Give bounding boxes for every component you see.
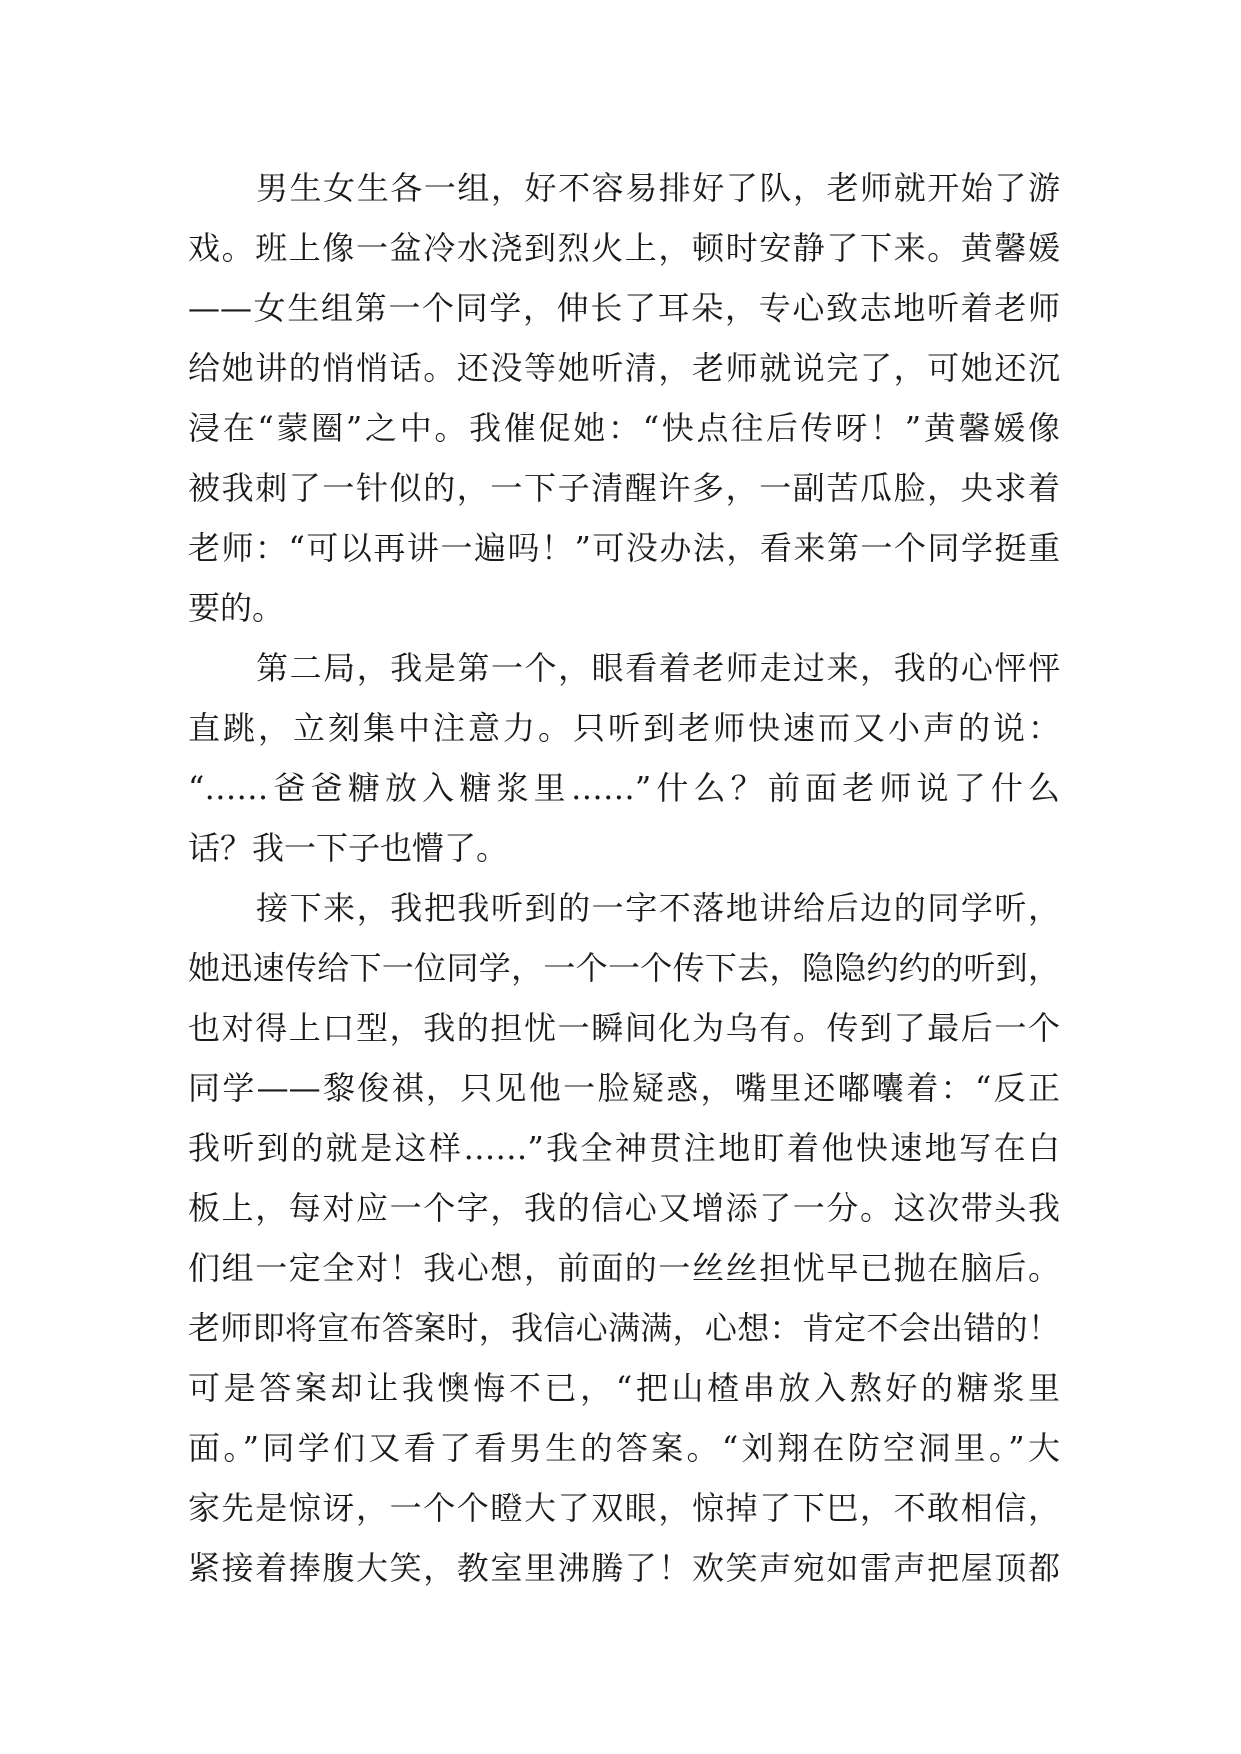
- text-line: 戏。班上像一盆冷水浇到烈火上，顿时安静了下来。黄馨媛: [188, 229, 1060, 267]
- text-line: 要的。: [188, 589, 285, 627]
- text-line: 她迅速传给下一位同学，一个一个传下去，隐隐约约的听到，: [188, 949, 1060, 987]
- text-line: 接下来，我把我听到的一字不落地讲给后边的同学听，: [256, 889, 1060, 927]
- text-line: 可是答案却让我懊悔不已，“把山楂串放入熬好的糖浆里: [188, 1369, 1060, 1407]
- text-line: 我听到的就是这样……”我全神贯注地盯着他快速地写在白: [188, 1129, 1060, 1167]
- text-line: 老师：“可以再讲一遍吗！”可没办法，看来第一个同学挺重: [188, 529, 1060, 567]
- text-line: 板上，每对应一个字，我的信心又增添了一分。这次带头我: [188, 1189, 1060, 1227]
- text-line: 第二局，我是第一个，眼看着老师走过来，我的心怦怦: [256, 649, 1060, 687]
- text-line: 被我刺了一针似的，一下子清醒许多，一副苦瓜脸，央求着: [188, 469, 1060, 507]
- paragraph: [188, 158, 1060, 638]
- text-line: ——女生组第一个同学，伸长了耳朵，专心致志地听着老师: [188, 289, 1060, 327]
- text-line: 同学——黎俊祺，只见他一脸疑惑，嘴里还嘟囔着：“反正: [188, 1069, 1060, 1107]
- text-line: 紧接着捧腹大笑，教室里沸腾了！欢笑声宛如雷声把屋顶都: [188, 1549, 1060, 1587]
- text-line: 男生女生各一组，好不容易排好了队，老师就开始了游: [256, 169, 1060, 207]
- text-line: 面。”同学们又看了看男生的答案。“刘翔在防空洞里。”大: [188, 1429, 1060, 1467]
- text-line: 直跳，立刻集中注意力。只听到老师快速而又小声的说：: [188, 709, 1060, 747]
- paragraph: [188, 638, 1060, 878]
- paragraph: [188, 878, 1060, 1598]
- text-line: 家先是惊讶，一个个瞪大了双眼，惊掉了下巴，不敢相信，: [188, 1489, 1060, 1527]
- text-line: 给她讲的悄悄话。还没等她听清，老师就说完了，可她还沉: [188, 349, 1060, 387]
- text-line: “……爸爸糖放入糖浆里……”什么？前面老师说了什么: [188, 769, 1060, 807]
- text-line: 们组一定全对！我心想，前面的一丝丝担忧早已抛在脑后。: [188, 1249, 1060, 1287]
- text-line: 浸在“蒙圈”之中。我催促她：“快点往后传呀！”黄馨媛像: [188, 409, 1060, 447]
- body-text: [188, 158, 1060, 1598]
- text-line: 也对得上口型，我的担忧一瞬间化为乌有。传到了最后一个: [188, 1009, 1060, 1047]
- text-line: 话？我一下子也懵了。: [188, 829, 509, 867]
- text-line: 老师即将宣布答案时，我信心满满，心想：肯定不会出错的！: [188, 1309, 1060, 1347]
